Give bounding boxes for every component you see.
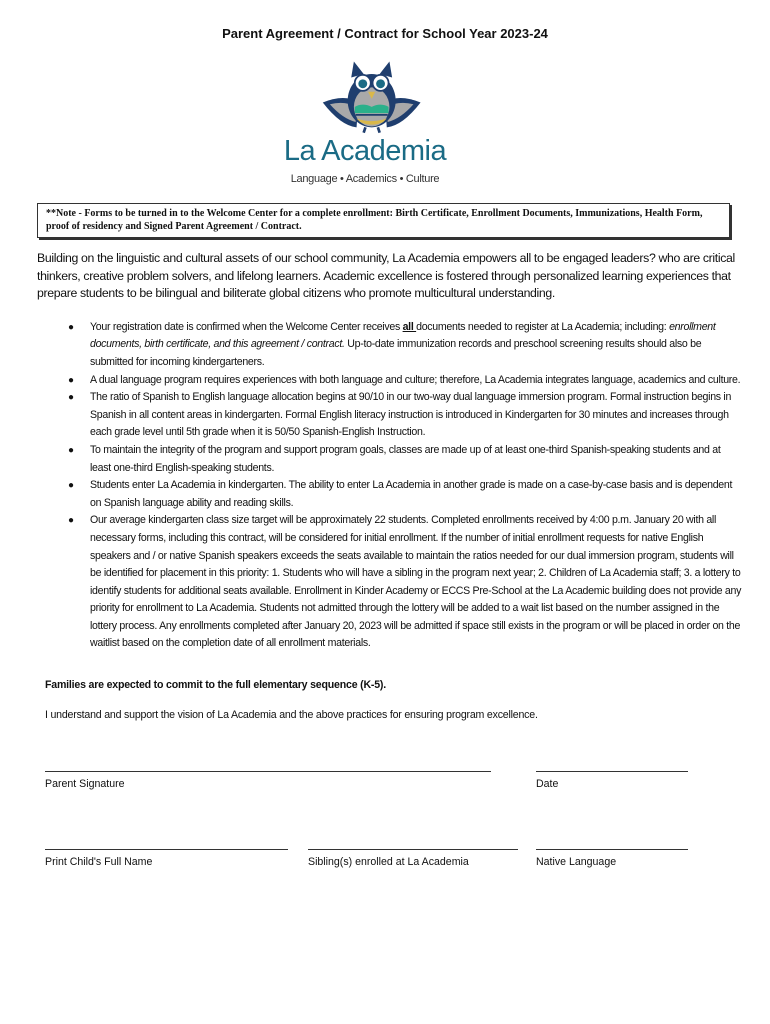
bullet-icon: ● xyxy=(68,444,74,456)
child-name-field[interactable] xyxy=(45,849,288,850)
enrollment-note: **Note - Forms to be turned in to the Welcome Center for a complete enrollment: Birth Certificate, Enrollment Documents, Immunizations, Health Form, proof of residency and Signed Parent Agreement / Contract. xyxy=(37,203,730,238)
date-field[interactable] xyxy=(536,771,688,772)
text: Up-to-date immunization records and preschool screening results should also be submitted for incoming kindergarteners. xyxy=(90,338,702,368)
native-language-field[interactable] xyxy=(536,849,688,850)
logo-name: La Academia xyxy=(283,135,447,167)
text: To maintain the integrity of the program and support program goals, classes are made up of at least one-third Spanish-speaking students and at least one-third English-speaking students. xyxy=(90,443,721,474)
text: A dual language program requires experiences with both language and culture; therefore, La Academia integrates language, academics and culture. xyxy=(90,373,741,386)
commitment-statement: Families are expected to commit to the full elementary sequence (K-5). xyxy=(45,679,386,692)
text: documents needed to register at La Academia; including: xyxy=(416,320,670,333)
logo-tagline: Language • Academics • Culture xyxy=(290,173,440,185)
document-body xyxy=(37,250,742,891)
text: Our average kindergarten class size target will be approximately 22 students. Completed enrollments received by 4:00 p.m. January 20 with all necessary forms, including this contract, will be considered for initial enrollment. If the number of initial enrollment requests for native English speakers and / or native Spanish speakers exceeds the seats available to maintain the ratios needed for our dual immersion program, students will be identified for placement in this priority: 1. Students who will have a sibling in the program next year; 2. Children of La Academia staff; 3. a lottery to identify students for additional seats available. Enrollment in Kinder Academy or ECCS Pre-School at the La Academic building does not provide any priority for enrollment to La Academia. Students not admitted through the lottery will be added to a wait list based on the number assigned in the lottery process. Any enrollments completed after January 20, 2023 will be admitted if space still exists in the program or will be placed in order on the waitlist based on the completion date of all enrollment materials. xyxy=(90,514,742,650)
list-item xyxy=(37,442,742,477)
bullet-icon: ● xyxy=(68,480,74,492)
siblings-label: Sibling(s) enrolled at La Academia xyxy=(308,856,469,869)
parent-signature-label: Parent Signature xyxy=(45,778,125,791)
date-label: Date xyxy=(536,778,559,791)
italic-text: enrollment documents, birth certificate, and this agreement / contract. xyxy=(90,320,716,351)
bullet-icon: ● xyxy=(68,392,74,404)
list-item xyxy=(37,477,742,512)
siblings-field[interactable] xyxy=(308,849,518,850)
intro-paragraph: Building on the linguistic and cultural assets of our school community, La Academia empowers all to be engaged leaders? who are critical thinkers, creative problem solvers, and lifelong learners. Academic excellence is fostered through personalized learning experiences that prepare students to be bilingual and biliterate global citizens who promote multicultural understanding. xyxy=(37,251,735,301)
text: Your registration date is confirmed when the Welcome Center receives xyxy=(90,320,403,333)
text: The ratio of Spanish to English language allocation begins at 90/10 in our two-way dual language immersion program. Formal instruction begins in Spanish in all content areas in kindergarten. Formal English literacy instruction is introduced in Kindergarten for 30 minutes and increases through each grade level until 5th grade when it is 50/50 Spanish-English Instruction. xyxy=(90,391,732,439)
list-item xyxy=(37,372,742,390)
list-item xyxy=(37,319,742,372)
signature-block xyxy=(37,771,742,891)
bullet-icon: ● xyxy=(68,374,74,386)
policy-list xyxy=(37,319,742,653)
native-language-label: Native Language xyxy=(536,856,617,869)
bullet-icon: ● xyxy=(68,515,74,527)
understanding-statement: I understand and support the vision of La Academia and the above practices for ensuring program excellence. xyxy=(45,709,538,722)
text: Students enter La Academia in kindergarten. The ability to enter La Academia in another grade is made on a case-by-case basis and is dependent on Spanish language ability and reading skills. xyxy=(90,479,733,509)
parent-signature-field[interactable] xyxy=(45,771,491,772)
page-title: Parent Agreement / Contract for School Year 2023-24 xyxy=(222,26,548,41)
list-item xyxy=(37,389,742,442)
bullet-icon: ● xyxy=(68,321,74,333)
child-name-label: Print Child's Full Name xyxy=(45,856,153,869)
emphasis: all xyxy=(402,320,417,333)
owl-logo-icon xyxy=(300,58,470,138)
list-item xyxy=(37,512,742,653)
